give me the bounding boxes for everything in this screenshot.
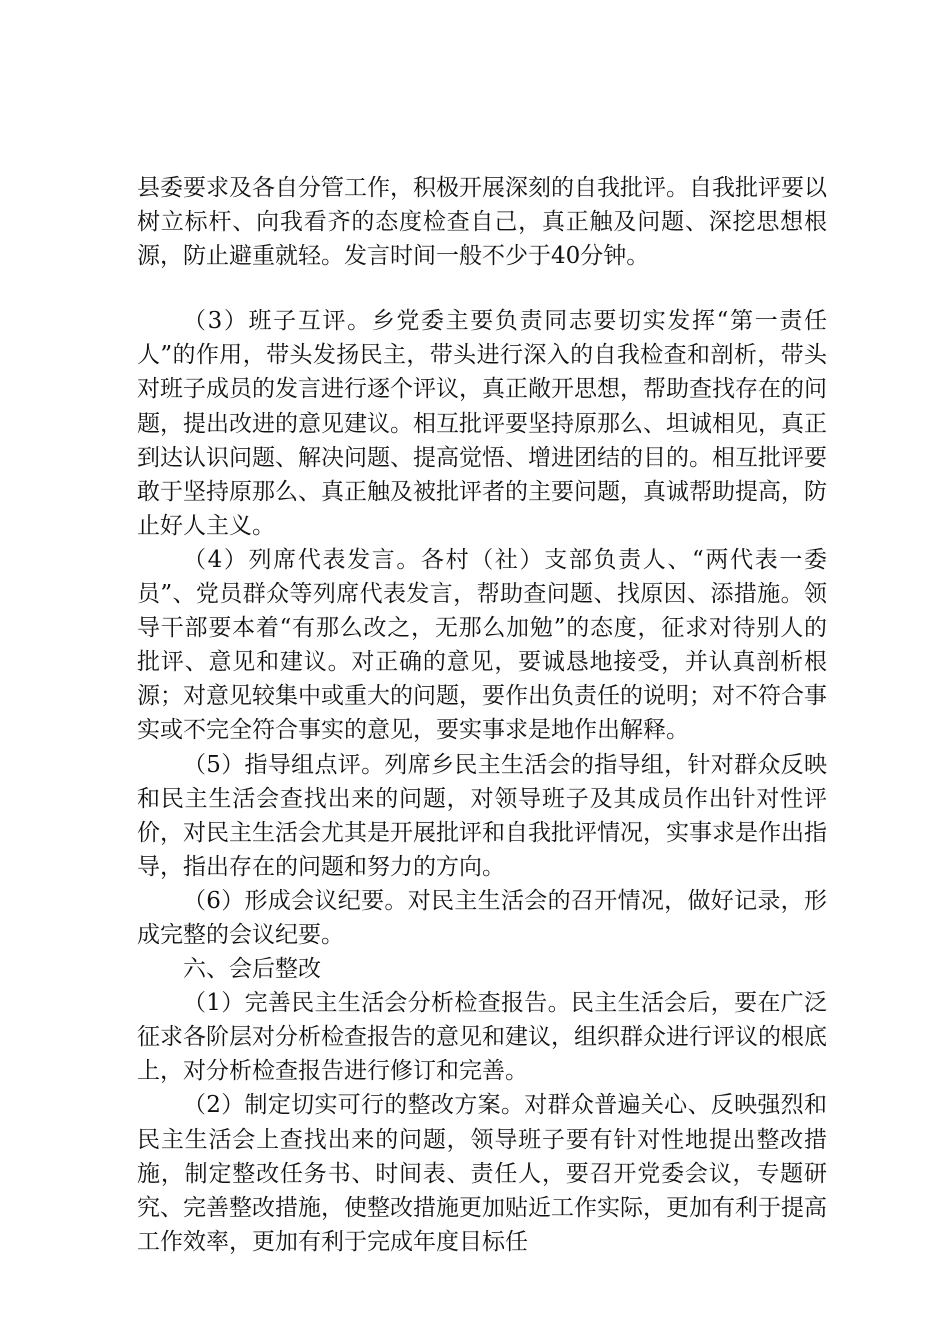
paragraph-rectification-plan: （2）制定切实可行的整改方案。对群众普遍关心、反映强烈和民主生活会上查找出来的问题，领导班子要有针对性地提出整改措施，制定整改任务书、时间表、责任人，要召开党委会议，专题研究、完善整改措施，使整改措施更加贴近工作实际，更加有利于提高工作效率，更加有利于完成年度目标任 [137,1092,827,1255]
section-heading-post-meeting-rectification: 六、会后整改 [183,956,321,983]
paragraph-guidance-group-review: （5）指导组点评。列席乡民主生活会的指导组，针对群众反映和民主生活会查找出来的问题，对领导班子及其成员作出针对性评价，对民主生活会尤其是开展批评和自我批评情况，实事求是作出指导，指出存在的问题和努力的方向。 [137,751,827,880]
document-body [137,171,827,1259]
paragraph-improve-report: （1）完善民主生活会分析检查报告。民主生活会后，要在广泛征求各阶层对分析检查报告的意见和建议，组织群众进行评议的根底上，对分析检查报告进行修订和完善。 [137,990,827,1085]
paragraph-gap [137,273,827,304]
paragraph-meeting-minutes: （6）形成会议纪要。对民主生活会的召开情况，做好记录，形成完整的会议纪要。 [137,887,827,948]
paragraph-continuation: 县委要求及各自分管工作，积极开展深刻的自我批评。自我批评要以树立标杆、向我看齐的态度检查自己，真正触及问题、深挖思想根源，防止避重就轻。发言时间一般不少于40分钟。 [137,175,827,270]
paragraph-team-mutual-review: （3）班子互评。乡党委主要负责同志要切实发挥“第一责任人”的作用，带头发扬民主，带头进行深入的自我检查和剖析，带头对班子成员的发言进行逐个评议，真正敞开思想，帮助查找存在的问题，提出改进的意见建议。相互批评要坚持原那么、坦诚相见，真正到达认识问题、解决问题、提高觉悟、增进团结的目的。相互批评要敢于坚持原那么、真正触及被批评者的主要问题，真诚帮助提高，防止好人主义。 [137,308,827,539]
paragraph-attending-representatives: （4）列席代表发言。各村（社）支部负责人、“两代表一委员”、党员群众等列席代表发言，帮助查问题、找原因、添措施。领导干部要本着“有那么改之，无那么加勉”的态度，征求对待别人的批评、意见和建议。对正确的意见，要诚恳地接受，并认真剖析根源；对意见较集中或重大的问题，要作出负责任的说明；对不符合事实或不完全符合事实的意见，要实事求是地作出解释。 [137,546,827,744]
